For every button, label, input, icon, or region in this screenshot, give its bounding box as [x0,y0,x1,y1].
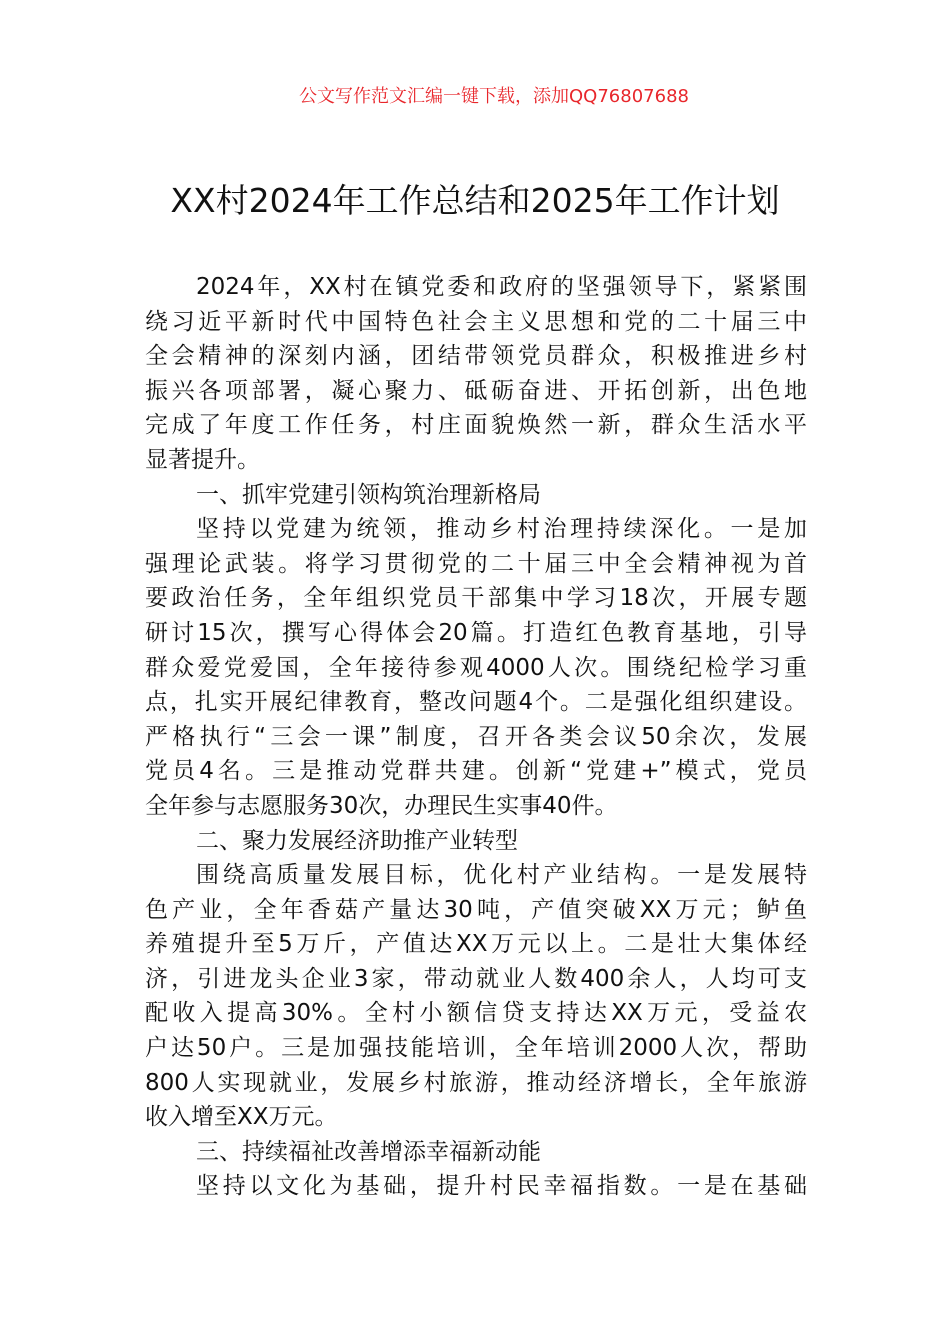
text-line: 色产业，全年香菇产量达30吨，产值突破XX万元；鲈鱼 [145,896,807,923]
text-line: 绕习近平新时代中国特色社会主义思想和党的二十届三中 [145,308,807,335]
heading-text: 三、持续福祉改善增添幸福新动能 [196,1138,541,1165]
text-line: 研讨15次，撰写心得体会20篇。打造红色教育基地，引导 [145,619,807,646]
text-line: 围绕高质量发展目标，优化村产业结构。一是发展特 [196,862,807,889]
text-line: 严格执行“三会一课”制度，召开各类会议50余次，发展 [145,723,807,750]
heading-text: 一、抓牢党建引领构筑治理新格局 [196,481,541,508]
text-line: 2024年，XX村在镇党委和政府的坚强领导下，紧紧围 [196,274,807,300]
text-line: 养殖提升至5万斤，产值达XX万元以上。二是壮大集体经 [145,931,807,958]
text-line: 全会精神的深刻内涵，团结带领党员群众，积极推进乡村 [145,343,807,370]
document-title: XX村2024年工作总结和2025年工作计划 [170,181,780,220]
text-line: 坚持以文化为基础，提升村民幸福指数。一是在基础 [196,1173,807,1200]
section-heading [145,478,807,513]
text-line: 点，扎实开展纪律教育，整改问题4个。二是强化组织建设。 [145,689,807,716]
text-line: 收入增至XX万元。 [145,1104,338,1131]
document-body [145,270,807,1204]
text-line: 振兴各项部署，凝心聚力、砥砺奋进、开拓创新，出色地 [145,377,807,404]
text-line: 强理论武装。将学习贯彻党的二十届三中全会精神视为首 [145,550,807,577]
text-line: 群众爱党爱国，全年接待参观4000人次。围绕纪检学习重 [145,654,807,681]
text-line: 全年参与志愿服务30次，办理民生实事40件。 [145,792,618,819]
paragraph [145,512,807,823]
text-line: 坚持以党建为统领，推动乡村治理持续深化。一是加 [196,516,807,543]
heading-text: 二、聚力发展经济助推产业转型 [196,827,518,854]
paragraph [145,858,807,1135]
paragraph [145,270,807,478]
text-line: 显著提升。 [145,446,260,473]
text-line: 完成了年度工作任务，村庄面貌焕然一新，群众生活水平 [145,412,807,439]
text-line: 配收入提高30%。全村小额信贷支持达XX万元，受益农 [145,1000,807,1027]
text-line: 户达50户。三是加强技能培训，全年培训2000人次，帮助 [145,1035,807,1062]
paragraph [145,1169,807,1204]
section-heading [145,824,807,859]
text-line: 济，引进龙头企业3家，带动就业人数400余人，人均可支 [145,965,807,992]
text-line: 800人实现就业，发展乡村旅游，推动经济增长，全年旅游 [145,1069,807,1096]
section-heading [145,1135,807,1170]
text-line: 要政治任务，全年组织党员干部集中学习18次，开展专题 [145,585,807,612]
text-line: 党员4名。三是推动党群共建。创新“党建+”模式，党员 [145,758,807,785]
download-banner: 公文写作范文汇编一键下载，添加QQ76807688 [299,86,689,107]
